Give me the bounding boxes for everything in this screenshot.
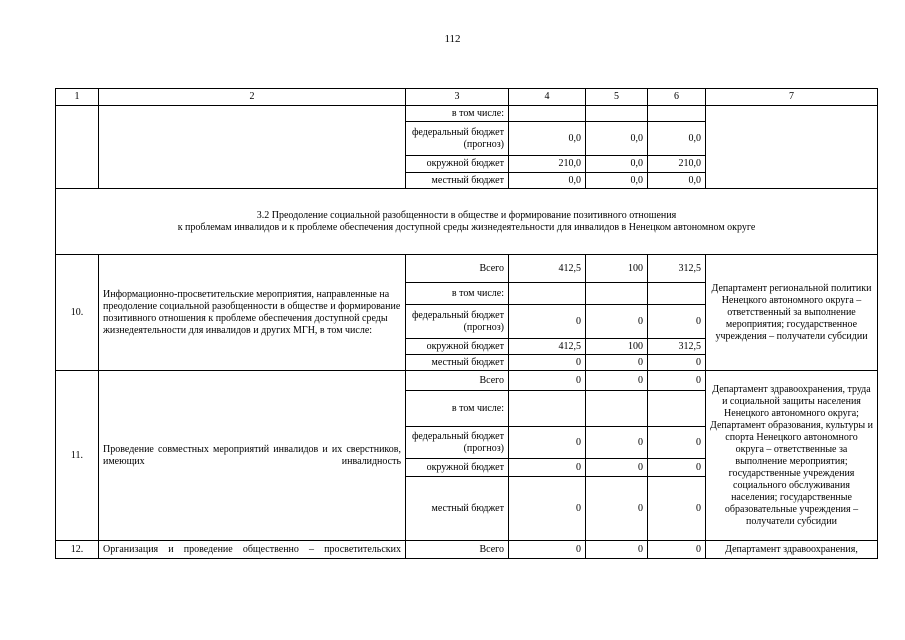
section-heading-line-1: 3.2 Преодоление социальной разобщенности в обществе и формирование позитивного отношения <box>256 209 677 221</box>
value-cell: 100 <box>586 255 648 283</box>
value-cell: 0 <box>586 459 648 477</box>
budget-label: окружной бюджет <box>406 339 509 355</box>
cont-resp-cell <box>706 106 878 189</box>
value-cell: 210,0 <box>509 156 586 173</box>
value-cell: 0 <box>509 477 586 541</box>
item-description: Информационно-просветительские мероприятия, направленные на преодоление социальной разобщенности в обществе и формирование позитивного отношения к проблеме обеспечения доступной среды жизнедеятельности для инвалидов и других МГН, в том числе: <box>99 255 406 371</box>
value-cell: 0 <box>509 459 586 477</box>
value-cell <box>586 283 648 305</box>
cont-num-cell <box>56 106 99 189</box>
value-cell: 0 <box>586 371 648 391</box>
value-cell: 0 <box>509 371 586 391</box>
table-row <box>56 255 878 283</box>
value-cell <box>648 391 706 427</box>
table-row <box>56 106 878 122</box>
value-cell: 0 <box>648 541 706 559</box>
value-cell: 312,5 <box>648 339 706 355</box>
budget-label: Всего <box>406 255 509 283</box>
value-cell: 0,0 <box>648 122 706 156</box>
value-cell: 0 <box>509 305 586 339</box>
value-cell: 0,0 <box>648 173 706 189</box>
budget-label: федеральный бюджет (прогноз) <box>406 122 509 156</box>
value-cell <box>648 283 706 305</box>
value-cell: 0 <box>648 477 706 541</box>
section-heading <box>56 189 878 255</box>
value-cell: 0 <box>648 427 706 459</box>
budget-label: местный бюджет <box>406 173 509 189</box>
value-cell: 0,0 <box>586 173 648 189</box>
value-cell: 0 <box>509 355 586 371</box>
value-cell: 0,0 <box>586 156 648 173</box>
value-cell: 412,5 <box>509 339 586 355</box>
budget-label: местный бюджет <box>406 477 509 541</box>
header-col-3: 3 <box>406 89 509 106</box>
header-col-5: 5 <box>586 89 648 106</box>
item-responsible: Департамент региональной политики Ненецкого автономного округа – ответственный за выполнение мероприятия; государственное учреждения – получатели субсидии <box>706 255 878 371</box>
value-cell: 0 <box>586 427 648 459</box>
budget-label: федеральный бюджет (прогноз) <box>406 427 509 459</box>
budget-label: в том числе: <box>406 106 509 122</box>
page-number: 112 <box>444 33 461 45</box>
table-row <box>56 371 878 391</box>
item-number: 11. <box>56 371 99 541</box>
item-number: 10. <box>56 255 99 371</box>
value-cell: 0 <box>648 355 706 371</box>
budget-label: Всего <box>406 541 509 559</box>
value-cell <box>509 106 586 122</box>
header-col-4: 4 <box>509 89 586 106</box>
budget-label: в том числе: <box>406 283 509 305</box>
cont-desc-cell <box>99 106 406 189</box>
value-cell: 0 <box>586 355 648 371</box>
value-cell: 312,5 <box>648 255 706 283</box>
value-cell: 0 <box>509 427 586 459</box>
item-responsible: Департамент здравоохранения, <box>706 541 878 559</box>
header-col-6: 6 <box>648 89 706 106</box>
budget-label: Всего <box>406 371 509 391</box>
table-row <box>56 541 878 559</box>
value-cell <box>648 106 706 122</box>
item-number: 12. <box>56 541 99 559</box>
value-cell: 0 <box>586 541 648 559</box>
value-cell: 0 <box>648 305 706 339</box>
value-cell: 0,0 <box>586 122 648 156</box>
section-heading-row <box>56 189 878 255</box>
item-description: Проведение совместных мероприятий инвалидов и их сверстников, имеющих инвалидность <box>99 371 406 541</box>
value-cell <box>509 283 586 305</box>
value-cell <box>509 391 586 427</box>
value-cell: 0 <box>648 371 706 391</box>
item-responsible: Департамент здравоохранения, труда и социальной защиты населения Ненецкого автономного округа; Департамент образования, культуры и спорта Ненецкого автономного округа – ответственные за выполнение мероприятия; государственные учреждения социального обслуживания населения; государственные образовательные учреждения – получатели субсидии <box>706 371 878 541</box>
header-col-7: 7 <box>706 89 878 106</box>
value-cell: 0 <box>586 305 648 339</box>
value-cell: 0 <box>586 477 648 541</box>
item-description: Организация и проведение общественно – просветительских <box>99 541 406 559</box>
budget-label: окружной бюджет <box>406 459 509 477</box>
value-cell: 210,0 <box>648 156 706 173</box>
value-cell <box>586 106 648 122</box>
value-cell: 0 <box>648 459 706 477</box>
budget-label: местный бюджет <box>406 355 509 371</box>
value-cell: 100 <box>586 339 648 355</box>
budget-label: федеральный бюджет (прогноз) <box>406 305 509 339</box>
value-cell: 0,0 <box>509 122 586 156</box>
value-cell: 0,0 <box>509 173 586 189</box>
value-cell <box>586 391 648 427</box>
header-col-2: 2 <box>99 89 406 106</box>
budget-label: окружной бюджет <box>406 156 509 173</box>
value-cell: 0 <box>509 541 586 559</box>
header-row <box>56 89 878 106</box>
budget-label: в том числе: <box>406 391 509 427</box>
section-heading-line-2: к проблемам инвалидов и к проблеме обеспечения доступной среды жизнедеятельности для инвалидов в Ненецком автономном округе <box>177 221 756 233</box>
value-cell: 412,5 <box>509 255 586 283</box>
program-table <box>55 88 878 559</box>
header-col-1: 1 <box>56 89 99 106</box>
